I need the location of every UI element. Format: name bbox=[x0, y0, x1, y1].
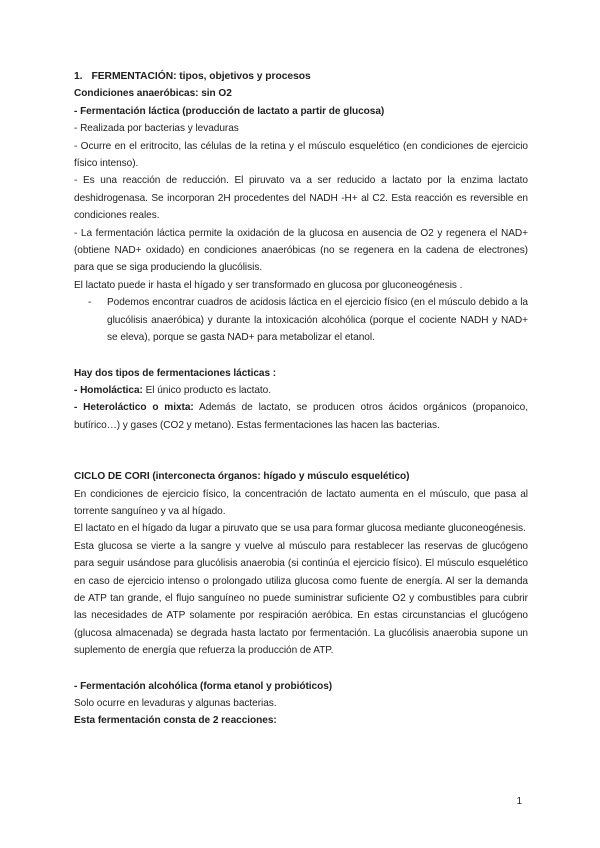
paragraph-nad-regeneration: - La fermentación láctica permite la oxidación de la glucosa en ausencia de O2 y regenera el NAD+ (obtiene NAD+ oxidado) en condiciones anaeróbicas (no se regenera en la cadena de electrones) para que se siga produciendo la glucólisis. bbox=[74, 227, 528, 274]
sub-bullet-text: Podemos encontrar cuadros de acidosis láctica en el ejercicio físico (en el músculo debido a la glucólisis anaeróbica) y durante la intoxicación alcohólica (porque el cociente NADH y NAD+ se eleva), porque se gasta NAD+ para metabolizar el etanol. bbox=[107, 297, 528, 344]
cori-paragraph-1: En condiciones de ejercicio físico, la concentración de lactato aumenta en el músculo, que pasa al torrente sanguíneo y va al hígado. bbox=[74, 488, 528, 517]
spacer bbox=[74, 347, 528, 365]
heterolactic-text: Además de lactato, se producen otros ácidos orgánicos (propanoico, butírico…) y gases (CO2 y metano). Estas fermentaciones las hacen las bacterias. bbox=[74, 402, 528, 431]
cori-cycle-heading: CICLO DE CORI (interconecta órganos: hígado y músculo esquelético) bbox=[74, 471, 410, 483]
lactic-types-heading: Hay dos tipos de fermentaciones lácticas : bbox=[74, 367, 277, 379]
section-number: 1. bbox=[74, 71, 83, 82]
heterolactic-item bbox=[74, 399, 528, 434]
paragraph-occurs: - Ocurre en el eritrocito, las células de la retina y el músculo esquelético (en condiciones de ejercicio físico intenso). bbox=[74, 140, 528, 170]
cori-paragraph-3: Esta glucosa se vierte a la sangre y vuelve al músculo para restablecer las reservas de glucógeno para seguir usándose para glucólisis anaerobia (si continúa el ejercicio físico). El músculo esquelético en caso de ejercicio intenso o prolongado utiliza glucosa como fuente de energía. Al ser la demanda de ATP tan grande, el flujo sanguíneo no puede suministrar suficiente O2 y combustibles para cubrir las necesidades de ATP solamente por respiración aeróbica. En estas circunstancias el glucógeno (glucosa almacenada) se degrada hasta lactato por fermentación. La glucólisis anaerobia supone un suplemento de energía que refuerza la producción de ATP. bbox=[74, 540, 528, 657]
homolactic-label: - Homoláctica: bbox=[74, 384, 143, 396]
section-title-text: FERMENTACIÓN: tipos, objetivos y procesos bbox=[91, 71, 311, 82]
paragraph-reduction: - Es una reacción de reducción. El piruvato va a ser reducido a lactato por la enzima lactato deshidrogenasa. Se incorporan 2H procedentes del NADH -H+ al C2. Esta reacción es reversible en condiciones reales. bbox=[74, 175, 528, 222]
sub-bullet-acidosis bbox=[74, 294, 528, 346]
alcoholic-paragraph-2: Esta fermentación consta de 2 reacciones: bbox=[74, 715, 277, 727]
spacer bbox=[74, 660, 528, 678]
lactic-fermentation-heading: - Fermentación láctica (producción de lactato a partir de glucosa) bbox=[74, 105, 385, 117]
alcoholic-fermentation-heading: - Fermentación alcohólica (forma etanol y probióticos) bbox=[74, 680, 333, 692]
document-body bbox=[74, 68, 528, 730]
anaerobic-heading: Condiciones anaeróbicas: sin O2 bbox=[74, 88, 232, 100]
sub-bullet-dash: - bbox=[88, 297, 92, 309]
paragraph-bacteria: - Realizada por bacterias y levaduras bbox=[74, 123, 239, 135]
alcoholic-paragraph-1: Solo ocurre en levaduras y algunas bacterias. bbox=[74, 698, 277, 709]
paragraph-lactate-liver: El lactato puede ir hasta el hígado y ser transformado en glucosa por gluconeogénesis . bbox=[74, 279, 463, 291]
homolactic-item bbox=[74, 382, 528, 399]
heterolactic-label: - Heteroláctico o mixta: bbox=[74, 402, 194, 414]
spacer bbox=[74, 434, 528, 468]
homolactic-text: El único producto es lactato. bbox=[142, 384, 271, 396]
page-number: 1 bbox=[516, 796, 522, 807]
cori-paragraph-2: El lactato en el hígado da lugar a piruvato que se usa para formar glucosa mediante gluconeogénesis. bbox=[74, 523, 526, 535]
section-title bbox=[74, 68, 528, 85]
